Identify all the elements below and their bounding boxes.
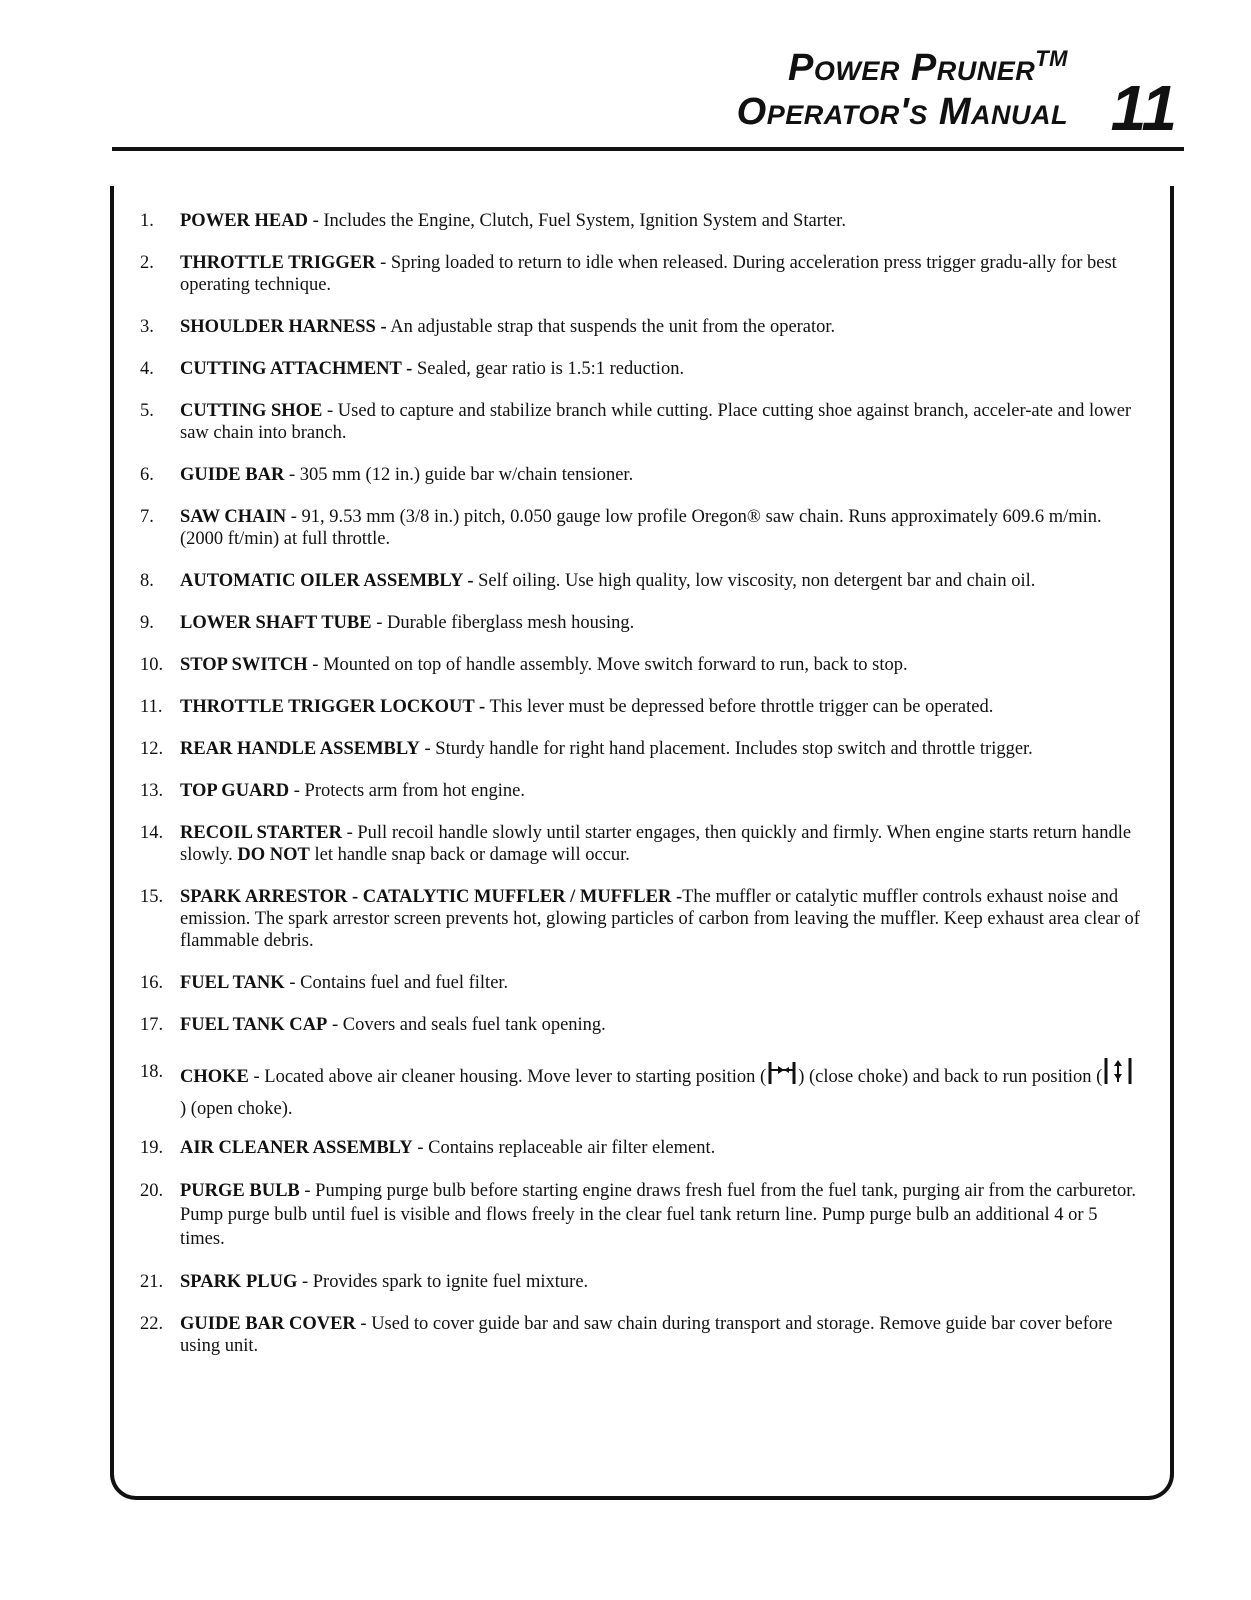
item-term: POWER HEAD xyxy=(180,211,308,231)
list-item: 10. STOP SWITCH - Mounted on top of handle assembly. Move switch forward to run, back to stop. xyxy=(140,655,908,675)
list-item: 19. AIR CLEANER ASSEMBLY - Contains replaceable air filter element. xyxy=(140,1138,716,1158)
item-term: CHOKE xyxy=(180,1067,249,1087)
item-term: AUTOMATIC OILER ASSEMBLY - xyxy=(180,571,474,591)
item-text: - 305 mm (12 in.) guide bar w/chain tensioner. xyxy=(284,465,634,485)
list-item: 16. FUEL TANK - Contains fuel and fuel filter. xyxy=(140,973,509,993)
item-term: STOP SWITCH xyxy=(180,655,308,675)
list-item: 11. THROTTLE TRIGGER LOCKOUT - This lever must be depressed before throttle trigger can be operated. xyxy=(140,697,994,717)
item-term: AIR CLEANER ASSEMBLY xyxy=(180,1138,413,1158)
list-item: 21. SPARK PLUG - Provides spark to ignite fuel mixture. xyxy=(140,1272,589,1292)
item-term: FUEL TANK xyxy=(180,973,285,993)
list-item: 4. CUTTING ATTACHMENT - Sealed, gear ratio is 1.5:1 reduction. xyxy=(140,359,685,379)
item-text: - Pumping purge bulb before starting engine draws fresh fuel from the fuel tank, purging air from the carburetor. Pump purge bulb until fuel is visible and flows freely in the clear fuel tank return line. Pump purge bulb an additional 4 or 5 times. xyxy=(180,1181,1136,1249)
item-text: - Mounted on top of handle assembly. Move switch forward to run, back to stop. xyxy=(307,655,908,675)
item-term: SPARK PLUG xyxy=(180,1272,298,1292)
item-term: PURGE BULB xyxy=(180,1181,300,1201)
page-number: 11 xyxy=(1110,72,1177,144)
item-term: GUIDE BAR xyxy=(180,465,285,485)
item-text: This lever must be depressed before throttle trigger can be operated. xyxy=(485,697,994,717)
item-text: The muffler or catalytic muffler controls exhaust noise and emission. The spark arrestor screen prevents hot, glowing particles of carbon from leaving the muffler. Keep exhaust area clear of flammable debris. xyxy=(180,887,1140,951)
list-item: 17. FUEL TANK CAP - Covers and seals fuel tank opening. xyxy=(140,1015,606,1035)
item-text: - Located above air cleaner housing. Move lever to starting position ( xyxy=(248,1067,767,1087)
item-text-b: ) (close choke) and back to run position ( xyxy=(798,1067,1103,1087)
manual-title xyxy=(737,48,1068,137)
item-text: - Includes the Engine, Clutch, Fuel System, Ignition System and Starter. xyxy=(307,211,846,231)
component-list xyxy=(140,210,1140,1377)
list-item: 15. SPARK ARRESTOR - CATALYTIC MUFFLER / MUFFLER -The muffler or catalytic muffler controls exhaust noise and emission. The spark arrestor screen prevents hot, glowing particles of carbon from leaving the muffler. Keep exhaust area clear of flammable debris. xyxy=(140,887,1140,951)
item-text: - Protects arm from hot engine. xyxy=(289,781,525,801)
header-rule xyxy=(112,147,1184,151)
item-text: Self oiling. Use high quality, low viscosity, non detergent bar and chain oil. xyxy=(473,571,1036,591)
list-item: 9. LOWER SHAFT TUBE - Durable fiberglass mesh housing. xyxy=(140,613,635,633)
item-text: - Spring loaded to return to idle when released. During acceleration press trigger gradu-ally for best operating technique. xyxy=(180,253,1117,295)
list-item: 3. SHOULDER HARNESS - An adjustable strap that suspends the unit from the operator. xyxy=(140,317,836,337)
item-term: REAR HANDLE ASSEMBLY xyxy=(180,739,420,759)
item-text: - Contains fuel and fuel filter. xyxy=(284,973,509,993)
title-line-1: Power Pruner™ xyxy=(787,46,1068,89)
list-item: 20. PURGE BULB - Pumping purge bulb before starting engine draws fresh fuel from the fuel tank, purging air from the carburetor. Pump purge bulb until fuel is visible and flows freely in the clear fuel tank return line. Pump purge bulb an additional 4 or 5 times. xyxy=(140,1181,1136,1249)
item-term: THROTTLE TRIGGER xyxy=(180,253,376,273)
item-term: SHOULDER HARNESS - xyxy=(180,317,387,337)
item-term: TOP GUARD xyxy=(180,781,290,801)
page-header xyxy=(0,0,1251,160)
item-text: - Used to capture and stabilize branch while cutting. Place cutting shoe against branch, acceler-ate and lower saw chain into branch. xyxy=(180,401,1132,443)
item-term: LOWER SHAFT TUBE xyxy=(180,613,372,633)
item-term: CUTTING ATTACHMENT - xyxy=(180,359,413,379)
do-not-emphasis: DO NOT xyxy=(237,845,310,865)
choke-closed-icon xyxy=(767,1060,797,1086)
list-item: 1. POWER HEAD - Includes the Engine, Clutch, Fuel System, Ignition System and Starter. xyxy=(140,211,846,231)
list-item: 5. CUTTING SHOE - Used to capture and stabilize branch while cutting. Place cutting shoe against branch, acceler-ate and lower saw chain into branch. xyxy=(140,401,1132,443)
list-item: 14. RECOIL STARTER - Pull recoil handle slowly until starter engages, then quickly and firmly. When engine starts return handle slowly. DO NOT let handle snap back or damage will occur. xyxy=(140,823,1132,865)
list-item-choke: 18. CHOKE - Located above air cleaner housing. Move lever to starting position ( ) (close choke) and back to run position () (open choke). xyxy=(140,1056,1140,1125)
item-text: - Sturdy handle for right hand placement. Includes stop switch and throttle trigger. xyxy=(419,739,1033,759)
item-text: Sealed, gear ratio is 1.5:1 reduction. xyxy=(412,359,685,379)
title-line-2: Operator's Manual xyxy=(736,91,1068,133)
item-text: - Pull recoil handle slowly until starter engages, then quickly and firmly. When engine starts return handle slowly. xyxy=(180,823,1132,865)
item-text: - Contains replaceable air filter element. xyxy=(412,1138,716,1158)
item-text: - Used to cover guide bar and saw chain during transport and storage. Remove guide bar cover before using unit. xyxy=(180,1314,1113,1356)
list-item: 22. GUIDE BAR COVER - Used to cover guide bar and saw chain during transport and storage. Remove guide bar cover before using unit. xyxy=(140,1314,1113,1356)
trademark: TM xyxy=(1035,46,1068,71)
list-item: 7. SAW CHAIN - 91, 9.53 mm (3/8 in.) pitch, 0.050 gauge low profile Oregon® saw chain. Runs approximately 609.6 m/min. (2000 ft/min) at full throttle. xyxy=(140,507,1102,549)
item-text: - 91, 9.53 mm (3/8 in.) pitch, 0.050 gauge low profile Oregon® saw chain. Runs approximately 609.6 m/min. (2000 ft/min) at full throttle. xyxy=(180,507,1102,549)
list-item: 6. GUIDE BAR - 305 mm (12 in.) guide bar w/chain tensioner. xyxy=(140,465,634,485)
item-term: FUEL TANK CAP xyxy=(180,1015,328,1035)
item-term: RECOIL STARTER xyxy=(180,823,342,843)
item-text: - Provides spark to ignite fuel mixture. xyxy=(297,1272,589,1292)
item-term: SAW CHAIN xyxy=(180,507,287,527)
item-text-2: let handle snap back or damage will occur. xyxy=(309,845,630,865)
item-term: SPARK ARRESTOR - CATALYTIC MUFFLER / MUFFLER - xyxy=(180,887,683,907)
item-text: - Covers and seals fuel tank opening. xyxy=(327,1015,606,1035)
item-text: - Durable fiberglass mesh housing. xyxy=(371,613,635,633)
choke-open-icon xyxy=(1103,1056,1133,1086)
item-text: An adjustable strap that suspends the unit from the operator. xyxy=(386,317,836,337)
list-item: 2. THROTTLE TRIGGER - Spring loaded to return to idle when released. During acceleration press trigger gradu-ally for best operating technique. xyxy=(140,253,1117,295)
item-term: GUIDE BAR COVER xyxy=(180,1314,356,1334)
item-term: THROTTLE TRIGGER LOCKOUT - xyxy=(180,697,486,717)
list-item: 13. TOP GUARD - Protects arm from hot engine. xyxy=(140,781,525,801)
list-item: 12. REAR HANDLE ASSEMBLY - Sturdy handle for right hand placement. Includes stop switch and throttle trigger. xyxy=(140,739,1033,759)
list-item: 8. AUTOMATIC OILER ASSEMBLY - Self oiling. Use high quality, low viscosity, non detergent bar and chain oil. xyxy=(140,571,1036,591)
item-text-c: ) (open choke). xyxy=(180,1099,293,1119)
item-term: CUTTING SHOE xyxy=(180,401,323,421)
